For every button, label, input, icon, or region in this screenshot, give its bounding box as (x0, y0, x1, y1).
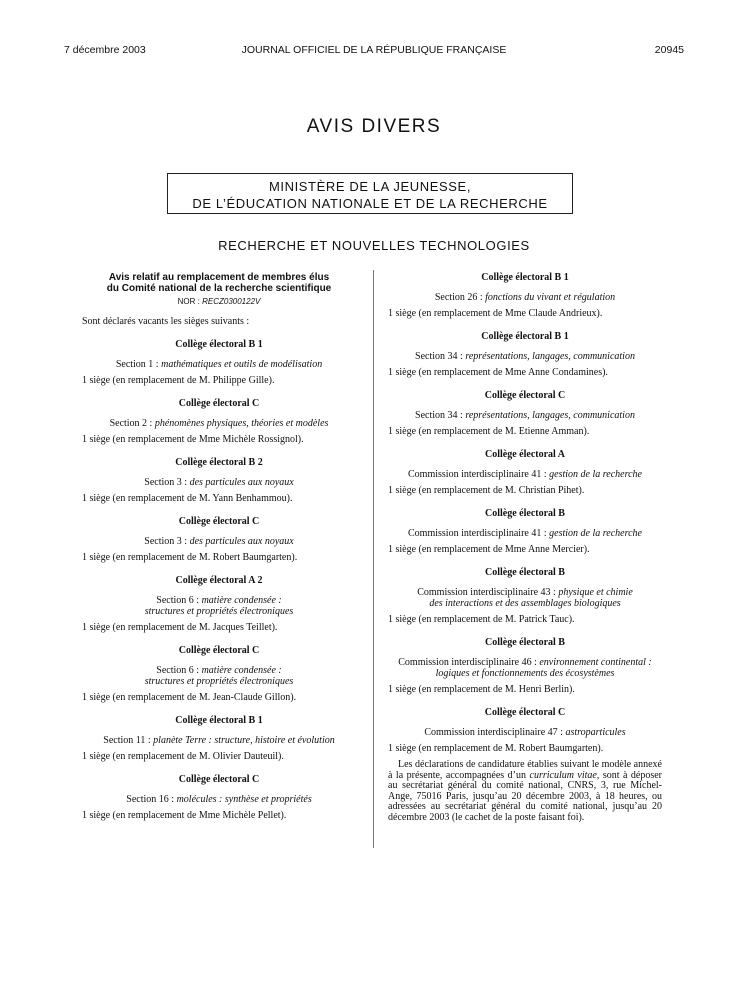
declaration-paragraph (388, 760, 662, 823)
college-heading: Collège électoral B 1 (481, 331, 569, 342)
seat-line: 1 siège (en remplacement de M. Olivier Dauteuil). (82, 751, 284, 762)
section-line (388, 528, 662, 539)
vacancy-entry (82, 516, 356, 563)
vacancy-entry (388, 272, 662, 319)
section-prefix: Section 2 : (109, 418, 155, 429)
section-topic: gestion de la recherche (549, 528, 642, 539)
section-line (388, 410, 662, 421)
seat-line: 1 siège (en remplacement de M. Jacques Teillet). (82, 622, 278, 633)
vacancy-entry (388, 390, 662, 437)
notice-title-line-2: du Comité national de la recherche scientifique (106, 283, 332, 294)
section-prefix: Section 34 : (415, 351, 466, 362)
section-topic: structures et propriétés électroniques (144, 676, 294, 687)
section-prefix: Section 3 : (144, 477, 190, 488)
college-heading: Collège électoral C (178, 774, 260, 785)
college-heading: Collège électoral A 2 (175, 575, 263, 586)
section-topic: représentations, langages, communication (465, 351, 635, 362)
college-heading: Collège électoral B (485, 567, 565, 578)
vacancy-entry (82, 457, 356, 504)
running-header (64, 44, 684, 58)
vacancy-entry (82, 774, 356, 821)
vacancy-entry (82, 575, 356, 633)
seat-line: 1 siège (en remplacement de Mme Claude Andrieux). (388, 308, 603, 319)
ministry-line-1: MINISTÈRE DE LA JEUNESSE, (268, 179, 472, 194)
seat-line: 1 siège (en remplacement de M. Robert Baumgarten). (82, 552, 298, 563)
seat-line: 1 siège (en remplacement de M. Henri Berlin). (388, 684, 575, 695)
college-heading: Collège électoral B (485, 637, 565, 648)
declaration-text-after: , sont à déposer au secrétariat général du comité national, CNRS, 3, rue Michel-Ange, 75016 Paris, jusqu’au 20 décembre 2003, à 18 heures, ou adressées au secrétariat général du comité national, jusqu’au 20 décembre 2003 (le cachet de la poste faisant foi). (388, 769, 662, 823)
right-entries (388, 272, 662, 754)
vacancy-entry (388, 331, 662, 378)
college-heading: Collège électoral B 2 (175, 457, 263, 468)
section-line (82, 359, 356, 370)
section-prefix: Section 11 : (103, 735, 154, 746)
section-prefix: Section 3 : (144, 536, 190, 547)
section-prefix: Section 6 : (156, 595, 202, 606)
section-prefix: Commission interdisciplinaire 43 : (417, 587, 559, 598)
section-topic: fonctions du vivant et régulation (485, 292, 616, 303)
vacancy-entry (388, 449, 662, 496)
section-prefix: Section 6 : (156, 665, 202, 676)
section-topic: environnement continental : (539, 657, 652, 668)
nor-reference (82, 296, 356, 307)
section-topic: phénomènes physiques, théories et modèles (154, 418, 329, 429)
column-divider (373, 270, 374, 848)
vacancy-entry (388, 508, 662, 555)
section-line (82, 477, 356, 488)
left-entries (82, 339, 356, 821)
vacancy-entry (388, 707, 662, 754)
section-topic: planète Terre : structure, histoire et évolution (153, 735, 335, 746)
seat-line: 1 siège (en remplacement de M. Etienne Amman). (388, 426, 590, 437)
section-topic: des particules aux noyaux (189, 536, 294, 547)
section-topic: représentations, langages, communication (465, 410, 635, 421)
section-prefix: Commission interdisciplinaire 41 : (408, 469, 550, 480)
section-prefix: Section 16 : (126, 794, 177, 805)
college-heading: Collège électoral A (485, 449, 565, 460)
section-line (388, 351, 662, 362)
page-title: AVIS DIVERS (306, 116, 442, 137)
section-line (82, 794, 356, 805)
section-topic: des particules aux noyaux (189, 477, 294, 488)
section-line (82, 418, 356, 429)
section-topic: gestion de la recherche (549, 469, 642, 480)
header-journal-title: JOURNAL OFFICIEL DE LA RÉPUBLIQUE FRANÇAISE (241, 44, 507, 56)
seat-line: 1 siège (en remplacement de M. Christian Pihet). (388, 485, 585, 496)
subsection-heading: RECHERCHE ET NOUVELLES TECHNOLOGIES (218, 238, 530, 253)
section-topic: matière condensée : (201, 665, 282, 676)
section-prefix: Commission interdisciplinaire 41 : (408, 528, 550, 539)
section-line (388, 657, 662, 679)
section-prefix: Commission interdisciplinaire 46 : (398, 657, 540, 668)
seat-line: 1 siège (en remplacement de M. Robert Baumgarten). (388, 743, 604, 754)
header-date: 7 décembre 2003 (64, 44, 146, 56)
college-heading: Collège électoral C (178, 645, 260, 656)
seat-line: 1 siège (en remplacement de Mme Anne Mercier). (388, 544, 590, 555)
section-line (388, 727, 662, 738)
college-heading: Collège électoral C (178, 398, 260, 409)
nor-label: NOR : (177, 297, 200, 306)
nor-code: RECZ0300122V (202, 297, 261, 306)
vacancy-entry (82, 339, 356, 386)
seat-line: 1 siège (en remplacement de M. Patrick Tauc). (388, 614, 575, 625)
ministry-line-2: DE L’ÉDUCATION NATIONALE ET DE LA RECHERCHE (192, 196, 548, 211)
seat-line: 1 siège (en remplacement de M. Philippe Gille). (82, 375, 275, 386)
section-line (388, 292, 662, 303)
section-line (82, 735, 356, 746)
vacancy-entry (82, 645, 356, 703)
college-heading: Collège électoral C (484, 390, 566, 401)
section-line (82, 536, 356, 547)
seat-line: 1 siège (en remplacement de M. Jean-Claude Gillon). (82, 692, 297, 703)
section-topic: molécules : synthèse et propriétés (176, 794, 312, 805)
vacancy-entry (82, 715, 356, 762)
seat-line: 1 siège (en remplacement de Mme Michèle Pellet). (82, 810, 287, 821)
section-line (388, 469, 662, 480)
section-topic: matière condensée : (201, 595, 282, 606)
college-heading: Collège électoral B 1 (481, 272, 569, 283)
college-heading: Collège électoral C (178, 516, 260, 527)
section-topic: physique et chimie (558, 587, 633, 598)
section-line (82, 665, 356, 687)
college-heading: Collège électoral B 1 (175, 715, 263, 726)
ministry-box (167, 173, 573, 214)
section-topic: logiques et fonctionnements des écosystèmes (435, 668, 615, 679)
section-prefix: Section 1 : (115, 359, 162, 370)
declaration-cv: curriculum vitae (529, 769, 597, 781)
seat-line: 1 siège (en remplacement de M. Yann Benhammou). (82, 493, 293, 504)
vacancy-entry (388, 567, 662, 625)
section-line (82, 595, 356, 617)
section-prefix: Section 34 : (415, 410, 466, 421)
declaration-text-before: Les déclarations de candidature établies suivant le modèle annexé à la présente, accompagnées d’un (388, 759, 662, 781)
section-topic: des interactions et des assemblages biologiques (429, 598, 621, 609)
section-prefix: Section 26 : (434, 292, 486, 303)
seat-line: 1 siège (en remplacement de Mme Anne Condamines). (388, 367, 608, 378)
seat-line: 1 siège (en remplacement de Mme Michèle Rossignol). (82, 434, 304, 445)
section-topic: structures et propriétés électroniques (144, 606, 294, 617)
notice-title-line-1: Avis relatif au remplacement de membres élus (108, 272, 330, 283)
section-topic: astroparticules (565, 727, 626, 738)
section-topic: mathématiques et outils de modélisation (161, 359, 323, 370)
left-column (82, 272, 356, 821)
header-page-number: 20945 (654, 44, 684, 56)
section-prefix: Commission interdisciplinaire 47 : (424, 727, 566, 738)
college-heading: Collège électoral B 1 (175, 339, 263, 350)
notice-intro: Sont déclarés vacants les sièges suivants : (82, 316, 250, 327)
college-heading: Collège électoral B (485, 508, 565, 519)
section-line (388, 587, 662, 609)
college-heading: Collège électoral C (484, 707, 566, 718)
vacancy-entry (82, 398, 356, 445)
vacancy-entry (388, 637, 662, 695)
right-column (388, 272, 662, 823)
